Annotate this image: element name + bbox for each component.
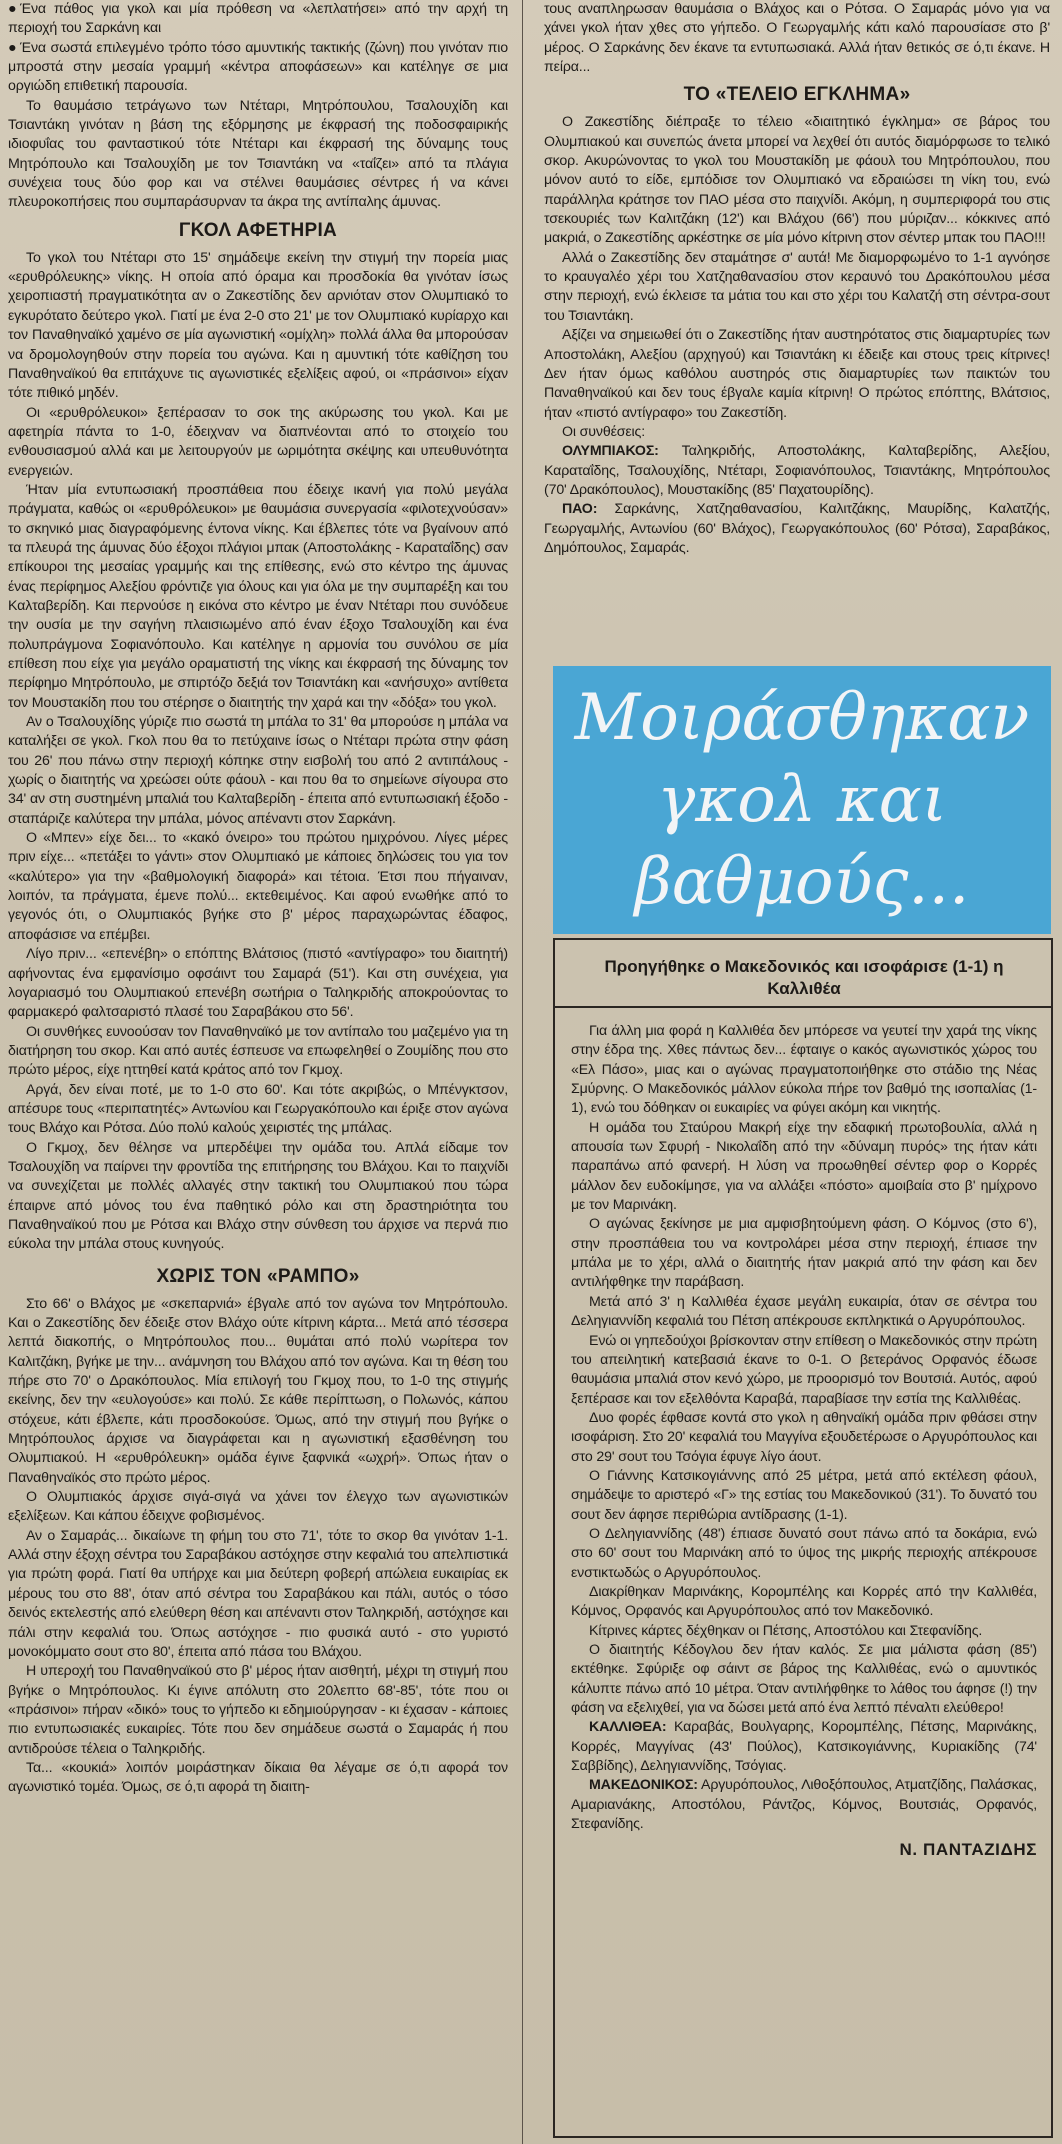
paragraph: Μετά από 3' η Καλλιθέα έχασε μεγάλη ευκαιρία, όταν σε σέντρα του Δεληγιαννίδη κεφαλιά του Πέτση απέκρουσε εκπληκτικά ο Αργυρόπουλος.: [571, 1293, 1037, 1330]
paragraph: Το γκολ του Ντέταρι στο 15' σημάδεψε εκείνη την στιγμή την πορεία μιας «ερυθρόλευκης» νίκης. Η οποία από όραμα και προσδοκία θα γινόταν ίσως χειροπιαστή πραγματικότητα αν ο Ζακεστίδης δεν αρνιόταν στον Ολυμπιακό το εγκυρότατο δεύτερο γκολ. Γιατί με ένα 2-0 στο 21' με τον Ολυμπιακό κυρίαρχο και τον Παναθηναϊκό χαμένο σε μία αγωνιστική «ομίχλη» πολλά άλλα θα μπορούσαν να δρομολογηθούν στην πορεία του αγώνα. Και η αμυντική τότε καθίζηση του Παναθηναϊκού θα επιτάχυνε τις αγωνιστικές εξελίξεις αφού, οι «πράσινοι» είχαν τότε πιθικό μηδέν.: [8, 249, 508, 402]
paragraph: Αν ο Σαμαράς... δικαίωνε τη φήμη του στο 71', τότε το σκορ θα γινόταν 1-1. Αλλά στην έξοχη σέντρα του Σαραβάκου αστόχησε στην κεφαλιά του απελπιστικά για πρώτη φορά. Γιατί θα υπήρχε και μια δεύτερη φοβερή απώλεια ευκαιρίας εκ μέρους του στο 88', όταν από σέντρα του Σαραβάκου και πάλι, αυτός ο τόσο δεινός εκτελεστής από ελεύθερη θέση και απέναντι στον Ταληκριδή, αστόχησε και πάλι στην κεφαλιά του. Όπως αστόχησε - πιο φυσικά αυτό - στο γυριστό μονοκόμματο σουτ στο 80', έπειτα από πάσα του Βλάχου.: [8, 1527, 508, 1660]
headline-rule: [555, 1006, 1051, 1008]
banner-line-3: βαθμούς...: [634, 845, 970, 919]
author-signature: Ν. ΠΑΝΤΑΖΙΔΗΣ: [899, 1840, 1037, 1860]
headline-banner: [553, 666, 1051, 934]
paragraph: Ο αγώνας ξεκίνησε με μια αμφισβητούμενη φάση. Ο Κόμνος (στο 6'), στην προσπάθεια του να κοντρολάρει μέσα στην περιοχή, έπιασε την μπάλα με το χέρι, αλλά ο διαιτητής ήταν μακριά από την φάση και δεν αντιλήφθηκε την παράβαση.: [571, 1216, 1037, 1291]
lineup-team: ΚΑΛΛΙΘΕΑ:: [589, 1719, 667, 1736]
article-headline: Προηγήθηκε ο Μακεδονικός και ισοφάρισε (1-1) η Καλλιθέα: [604, 957, 1004, 998]
paragraph: Ο Ολυμπιακός άρχισε σιγά-σιγά να χάνει τον έλεγχο των αγωνιστικών εξελίξεων. Και κάπου έδειχνε φοβισμένος.: [8, 1489, 508, 1525]
lineup-makedonikos: [571, 1776, 1037, 1834]
bullet-dot: ●: [8, 39, 17, 56]
lineup-players: Σαρκάνης, Χατζηαθανασίου, Καλιτζάκης, Μαυρίδης, Καλατζής, Γεωργαμλής, Αντωνίου (60' Βλάχος), Γεωργακόπουλος (60' Ρότσα), Σαραβάκος, Δημόπουλος, Σαμαράς.: [544, 501, 1050, 556]
paragraph: Για άλλη μια φορά η Καλλιθέα δεν μπόρεσε να γευτεί την χαρά της νίκης στην έδρα της. Χθες πάντως δεν... έφταιγε ο κακός αγωνιστικός χώρος του «Ελ Πάσο», μιας και ο αγώνας πραγματοποιήθηκε στο στάδιο της Νέας Σμύρνης. Ο Μακεδονικός μάλλον εύκολα πήρε τον βαθμό της ισοπαλίας (1-1), ενώ του δόθηκαν οι ευκαιρίες να φύγει ακόμη και νικητής.: [571, 1023, 1037, 1117]
intro-paragraph: Το θαυμάσιο τετράγωνο των Ντέταρι, Μητρόπουλου, Τσαλουχίδη και Τσιαντάκη γινόταν η βάση της εξόρμησης με έκφρασή της ποδοσφαιρικής ιδιοφυΐας του φανταστικού τότε Ντέταρι και έκφρασή της δύναμης τους Μητρόπουλο και Τσαλουχίδη με τον Τσιαντάκη να «ταΐζει» από τα πλάγια συνέχεια τους δύο φορ και να στέλνει θαυμάσιες σέντρες ή να κάνει πλευροκοπήσεις που συμπαράσυρναν τα άκρα της αντίπαλης άμυνας.: [8, 97, 508, 211]
intro-text-2: Ένα σωστά επιλεγμένο τρόπο τόσο αμυντικής τακτικής (ζώνη) που γινόταν πιο μπροστά στην μεσαία γραμμή «κέντρα αποφάσεων» και κατέληγε σε μια οργιώδη επιθετική παρουσία.: [8, 39, 508, 95]
lineup-players: Ταληκριδής, Αποστολάκης, Καλταβερίδης, Αλεξίου, Καραταΐδης, Τσαλουχίδης, Ντέταρι, Σοφιανόπουλος, Τσιαντάκης, Μητρόπουλος (70' Δρακόπουλος), Μουστακίδης (85' Παχατουρίδης).: [544, 443, 1050, 498]
section-title-gkol-afetiria: ΓΚΟΛ ΑΦΕΤΗΡΙΑ: [178, 219, 338, 241]
paragraph: Τα... «κουκιά» λοιπόν μοιράστηκαν δίκαια θα λέγαμε σε ό,τι αφορά τον αγωνιστικό τομέα. Όμως, σε ό,τι αφορά τη διαιτη-: [8, 1759, 508, 1796]
paragraph: Ο «Μπεν» είχε δει... το «κακό όνειρο» του πρώτου ημιχρόνου. Λίγες μέρες πριν είχε... «πετάξει το γάντι» στον Ολυμπιακό με κάποιες δηλώσεις του για τον «καλύτερο» για την «βαθμολογική διαφορά» και τέτοια. Έτσι που πήγαιναν, λοιπόν, τα πράγματα, έμενε πολύ... εκτεθειμένος. Και αφού ενωθήκε από το γεγονός ότι, ο Ολυμπιακός βγήκε στο β' μέρος παραχωρώντας έδαφος, αποφάσισε να επέμβει.: [8, 830, 508, 943]
paragraph: Η ομάδα του Σταύρου Μακρή είχε την εδαφική πρωτοβουλία, αλλά η απουσία των Σφυρή - Νικολαΐδη από την «δύναμη πυρός» της ήταν κάτι παραπάνω από φανερή. Η λύση να προωθηθεί σέντερ φορ ο Κορρές μάλλον δεν ευδοκίμησε, για να αλλάξει «πόστο» αμοιβαία στο β' ημίχρονο με τον Μαρινάκη.: [571, 1119, 1037, 1214]
paragraph: Δυο φορές έφθασε κοντά στο γκολ η αθηναϊκή ομάδα πριν φθάσει στην ισοφάριση. Στο 20' κεφαλιά του Μαγγίνα εξουδετέρωσε ο Αργυρόπουλος και στο 29' σουτ του Τσόγια έφυγε λίγο άουτ.: [571, 1409, 1037, 1465]
paragraph: Ο Γιάννης Κατσικογιάννης από 25 μέτρα, μετά από εκτέλεση φάουλ, σημάδεψε το αριστερό «Γ» της εστίας του Μακεδονικού (31'). Το δυνατό του σουτ δεν άφησε περιθώρια αντίδρασης (1-1).: [571, 1467, 1037, 1523]
paragraph: Διακρίθηκαν Μαρινάκης, Κορομπέλης και Κορρές από την Καλλιθέα, Κόμνος, Ορφανός και Αργυρόπουλος από τον Μακεδονικό.: [571, 1583, 1037, 1620]
paragraph: Κίτρινες κάρτες δέχθηκαν οι Πέτσης, Αποστόλου και Στεφανίδης.: [589, 1622, 983, 1639]
intro-text-1: Ένα πάθος για γκολ και μία πρόθεση να «λεπλατήσει» από την αρχή τη περιοχή του Σαρκάνη και: [8, 1, 508, 37]
paragraph: Ο Δεληγιαννίδης (48') έπιασε δυνατό σουτ πάνω από τα δοκάρια, ενώ στο 60' σουτ του Μαρινάκη από το ύψος της μικρής περιοχής απέκρουσε ενστικτωδώς ο Αργυρόπουλος.: [571, 1525, 1037, 1581]
column-divider: [522, 0, 523, 2144]
paragraph: Ο Γκμοχ, δεν θέλησε να μπερδέψει την ομάδα του. Απλά είδαμε τον Τσαλουχίδη να παίρνει την φροντίδα της επιτήρησης του Βλάχου. Και το παιχνίδι να συνεχίζεται με πολλές αλλαγές στην τακτική του Ολυμπιακού που τώρα έπαιρνε από μόνος του ένα παθητικό ρόλο και στη δραστηριότητα του Παναθηναϊκού που με Ρότσα και Βλάχο στην σύνθεση του άρχισε να περνά πιο εύκολα την μπάλα στους κυνηγούς.: [8, 1139, 508, 1253]
intro-bullet-1: [8, 0, 508, 39]
paragraph: Ο διαιτητής Κέδογλου δεν ήταν καλός. Σε μια μάλιστα φάση (85') εκτέθηκε. Σφύριξε οφ σάιντ σε βάρος της Καλλιθέας, ενώ ο αμυντικός κάλυπτε πάνω από 10 μέτρα. Όταν αντιλήφθηκε το λάθος του άφησε (!) την φάση να εξελιχθεί, για να δώσει μετά από ένα λεπτό πέναλτι ελεύθερο!: [571, 1642, 1037, 1717]
bullet-dot: ●: [8, 1, 17, 17]
section-title-teleio-egklima: ΤΟ «ΤΕΛΕΙΟ ΕΓΚΛΗΜΑ»: [683, 84, 911, 106]
lineup-olympiakos: [544, 442, 1050, 500]
paragraph: Οι συνθέσεις:: [562, 423, 646, 440]
paragraph: Λίγο πριν... «επενέβη» ο επόπτης Βλάτσιος (πιστό «αντίγραφο» του διαιτητή) αφήνοντας ένα εμφανίσιμο οφσάιντ του Σαμαρά (51'). Και στη συνέχεια, για λογαριασμό του Ολυμπιακού επενέβη σωτήρια ο Ταληκριδής αποκρούοντας το φαρμακερό φαλτσαριστό πλασέ του Σαραβάκου στο 56'.: [8, 946, 508, 1021]
banner-line-1: Μοιράσθηκαν: [574, 681, 1030, 755]
paragraph: Ήταν μία εντυπωσιακή προσπάθεια που έδειχε ικανή για πολύ μεγάλα πράγματα, καθώς οι «ερυθρόλευκοι» με θαυμάσια συνεργασία «φιλοτεχνούσαν» το σκηνικό μιας διαγραφόμενης έντονα νίκης. Και έβλεπες τότε να βγαίνουν από τα πλευρά της άμυνας δύο έξοχοι πλάγιοι μπακ (Αποστολάκης - Καραταΐδης) σαν επίκουροι της μεσαίας γραμμής και της επίθεσης, ενώ στο κέντρο της άμυνας ένας περίφημος Αλεξίου φρόντιζε για όλους και για όλα με την συμπαρέξη και του Καλταβερίδη. Και περνούσε η εικόνα στο κέντρο με έναν Ντέταρι που συνόδευε την ουσία με την σαγήνη πλαισιωμένο από έναν έξοχο Τσαλουχίδη και ένα πολυπράγμονα Σοφιανόπουλο. Και κατέληγε η αρμονία του συνόλου σε μία επίθεση που είχε για μεγάλο οραματιστή της νίκης και έκφρασή της δύναμης τον περίφημο Μητρόπουλο, με σπιρτόζο δεξιά τον Τσιαντάκη και «ανήσυχο» αντίθετα τον Μουστακίδη που του στέρησε ο διαιτητής την χαρά και την «δόξα» του γκολ.: [8, 481, 508, 711]
section-title-choris-ton-rampo: ΧΩΡΙΣ ΤΟΝ «ΡΑΜΠΟ»: [156, 1265, 360, 1287]
paragraph: Στο 66' ο Βλάχος με «σκεπαρνιά» έβγαλε από τον αγώνα τον Μητρόπουλο. Και ο Ζακεστίδης δεν έδειξε στον Βλάχο ούτε κίτρινη κάρτα... Μετά από τέσσερα λεπτά διακοπής, ο Μητρόπουλος που... θυμάται από πολύ νωρίτερα τον Καλιτζάκη, βγήκε με την... ανάμνηση του Βλάχου από τον αγώνα. Και τη θέση του πήρε στο 70' ο Δρακόπουλος. Μία επιλογή του Γκμοχ που, το 1-0 της στιγμής εκείνης, δεν την «ευλογούσε» και πολύ. Σε κάθε περίπτωση, ο Πολωνός, κάπου στόχευε, κάτι έβλεπε, κάτι προσδοκούσε. Όμως, από την στιγμή που βγήκε ο Μητρόπουλος άρχισε να διαγράφεται και η αγωνιστική εξασθένηση του Ολυμπιακού. Η «ερυθρόλευκη» ομάδα έγινε ξαφνικά «ωχρή». Όπως ήταν ο Παναθηναϊκός στο πρώτο μέρος.: [8, 1295, 508, 1486]
paragraph: Αλλά ο Ζακεστίδης δεν σταμάτησε σ' αυτά! Με διαμορφωμένο το 1-1 αγνόησε το κραυγαλέο χέρι του Χατζηαθανασίου στον κεραυνό του Δρακόπουλου μέσα στην περιοχή, ενώ έκλεισε τα μάτια του και στο χέρι του Καλατζή στη σέντρα-σουτ του Τσιαντάκη.: [544, 249, 1050, 324]
paragraph: Ενώ οι γηπεδούχοι βρίσκονταν στην επίθεση ο Μακεδονικός στην πρώτη του απειλητική κατεβασιά έκανε το 0-1. Ο βετεράνος Ορφανός έδωσε θαυμάσια μπαλιά στον κενό χώρο, με προορισμό τον Βουτσιά. Αυτός, αφού ξεπέρασε και τον εξελθόντα Καραβά, παραβίασε την εστία της Καλλιθέας.: [571, 1332, 1037, 1407]
lineup-team: ΜΑΚΕΔΟΝΙΚΟΣ:: [589, 1777, 698, 1794]
lineup-team: ΠΑΟ:: [562, 501, 598, 518]
boxed-article: [553, 938, 1053, 2138]
lineup-players: Αργυρόπουλος, Λιθοξόπουλος, Ατματζίδης, Παλάσκας, Αμαριανάκης, Αποστόλου, Ράντζος, Κόμνος, Βουτσιάς, Ορφανός, Στεφανίδης.: [571, 1777, 1037, 1833]
lineup-team: ΟΛΥΜΠΙΑΚΟΣ:: [562, 443, 659, 460]
intro-bullet-2: [8, 39, 508, 97]
paragraph: Αξίζει να σημειωθεί ότι ο Ζακεστίδης ήταν αυστηρότατος στις διαμαρτυρίες των Αποστολάκη, Αλεξίου (αρχηγού) και Τσιαντάκη κι έδειξε και στους τρεις κίτρινες! Δεν ήταν όμως καθόλου αυστηρός στις διαμαρτυρίες των παικτών του Παναθηναϊκού και δεν τους έβγαλε καμία κίτρινη! Ο πρώτος επόπτης, Βλάτσιος, ήταν «πιστό αντίγραφο» του Ζακεστίδη.: [544, 327, 1050, 421]
paragraph: Οι «ερυθρόλευκοι» ξεπέρασαν το σοκ της ακύρωσης του γκολ. Και με αφετηρία πάντα το 1-0, έδειχναν να διαπνέονται από το στοιχείο του ενθουσιασμού αλλά και με λειτουργούν με ωριμότητα σκέψης και υπευθυνότητα ενεργειών.: [8, 404, 508, 479]
banner-line-2: γκολ και: [657, 763, 947, 837]
paragraph-continued: τους αναπληρωσαν θαυμάσια ο Βλάχος και ο Ρότσα. Ο Σαμαράς μόνο για να χάνει γκολ ήταν χθες στο γήπεδο. Ο Γεωργαμλής κάτι καλό παρουσίασε στο β' μέρος. Ο Σαρκάνης δεν έκανε τα εντυπωσιακά. Αλλά ήταν θετικός σε ό,τι έκανε. Η πείρα...: [544, 1, 1050, 76]
lineup-players: Καραβάς, Βουλγαρης, Κορομπέλης, Πέτσης, Μαρινάκης, Κορρές, Μαγγίνας (43' Πούλος), Κατσικογιάννης, Κυριακίδης (74' Σαββίδης), Δεληγιαννίδης, Τσόγιας.: [571, 1719, 1038, 1775]
paragraph: Αν ο Τσαλουχίδης γύριζε πιο σωστά τη μπάλα το 31' θα μπορούσε η μπάλα να καταλήξει σε γκολ. Γκολ που θα το πετύχαινε ίσως ο Ντέταρι πρώτα στην φάση του 26' που πάνω στην περιοχή κόπηκε στην εισβολή του από 2 αντιπάλους - χωρίς ο διαιτητής να χρεώσει ούτε φάουλ - και που θα το σημείωνε σίγουρα στο 34' αν στη συστημένη μπαλιά του Καλταβερίδη - έπειτα από εντυπωσιακή έξοδο - σταπάριζε καλύτερα την μπάλα, μόνος απέναντι στον Σαρκάνη.: [8, 714, 508, 827]
lineup-kallithea: [571, 1718, 1037, 1776]
lineup-pao: [544, 500, 1050, 558]
paragraph: Ο Ζακεστίδης διέπραξε το τέλειο «διαιτητικό έγκλημα» σε βάρος του Ολυμπιακού και συνεπώς άνετα μπορεί να λεχθεί ότι αυτός διαμόρφωσε το τελικό σκορ. Ακυρώνοντας το γκολ του Μουστακίδη με φάουλ του Μητρόπουλου, που μόνον αυτό το είδε, εμπόδισε τον Ολυμπιακό να εδραιώσει τη νίκη του, ενώ παράλληλα κράτησε τον ΠΑΟ μέσα στο παιχνίδι. Ακόμη, η συμπεριφορά του στις τσεκουριές των Καλιτζάκη (12') και Βλάχου (66') που μύριζαν... κόκκινες από μακριά, ο Ζακεστίδης αρκέστηκε σε μία μόνο κίτρινη στον σέντερ μπακ του ΠΑΟ!!!: [544, 114, 1050, 247]
paragraph: Αργά, δεν είναι ποτέ, με το 1-0 στο 60'. Και τότε ακριβώς, ο Μπένγκτσον, απέσυρε τους «περιπατητές» Αντωνίου και Γεωργακόπουλο και έριξε στον αγώνα τους Βλάχο και Ρότσα. Δύο πολύ καλούς χειριστές της μπάλας.: [8, 1081, 508, 1137]
left-column: [0, 0, 514, 2144]
paragraph: Οι συνθήκες ευνοούσαν τον Παναθηναϊκό με τον αντίπαλο του μαζεμένο για τη διατήρηση του σκορ. Και από αυτές έσπευσε να επωφεληθεί ο Ζουμίδης που στο πρώτο μέρος, είχε ηττηθεί κατά κράτος από τον Γκμοχ.: [8, 1023, 508, 1079]
paragraph: Η υπεροχή του Παναθηναϊκού στο β' μέρος ήταν αισθητή, μέχρι τη στιγμή που βγήκε ο Μητρόπουλος. Κι έγινε απόλυτη στο 20λεπτο 68'-85', τότε που οι «πράσινοι» πήραν «δικό» τους το γήπεδο κι εδημιούργησαν - κι έχασαν - κάποιες πιο εντυπωσιακές ευκαιρίες. Τότε που δεν σημάδευε σωστά ο Σαμαράς ή που αντιδρούσε τέλεια ο Ταληκριδής.: [8, 1663, 508, 1757]
